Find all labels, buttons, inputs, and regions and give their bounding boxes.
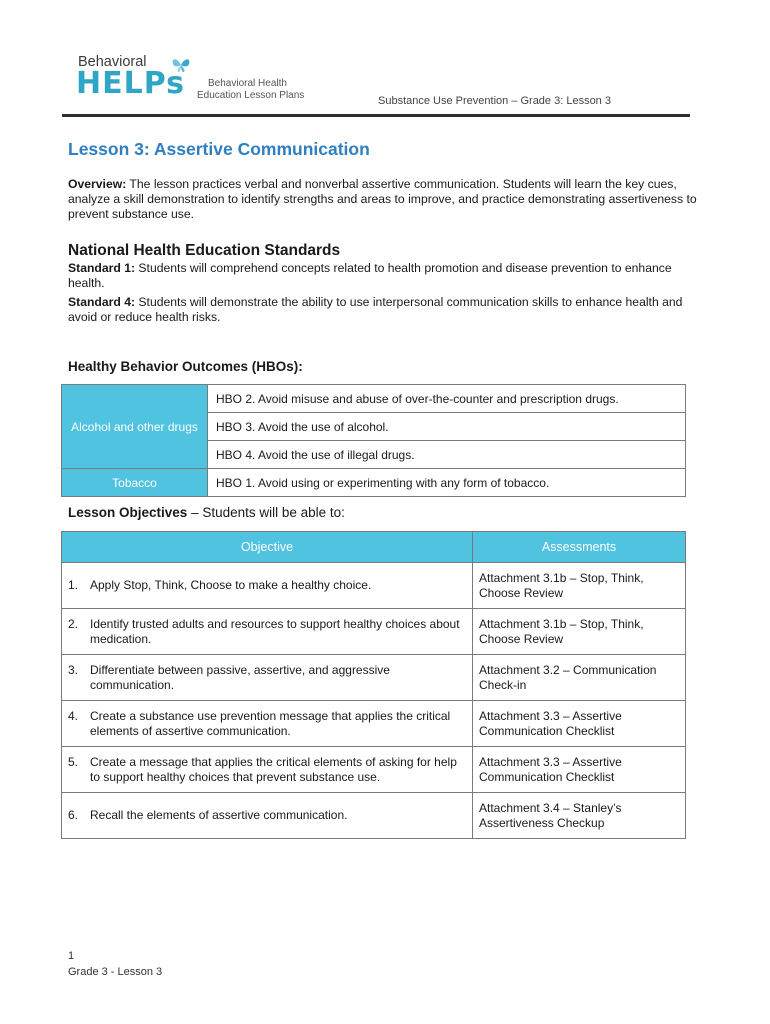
objective-text: Create a substance use prevention message that applies the critical elements of assertive communication. xyxy=(90,708,451,738)
table-row xyxy=(62,609,686,655)
objective-number: 2. xyxy=(68,616,79,631)
table-row xyxy=(62,469,686,497)
objective-number: 3. xyxy=(68,662,79,677)
overview-paragraph xyxy=(68,177,703,222)
table-row xyxy=(62,563,686,609)
assessment-cell: Attachment 3.1b – Stop, Think, Choose Review xyxy=(473,563,686,609)
logo-word-helps: HELPs xyxy=(76,66,186,101)
objectives-heading-rest: – Students will be able to: xyxy=(187,505,345,520)
standard-1 xyxy=(68,261,708,291)
hbo-cell: HBO 3. Avoid the use of alcohol. xyxy=(208,413,686,441)
logo-subtitle-line1: Behavioral Health xyxy=(208,78,287,89)
objective-number: 6. xyxy=(68,808,79,822)
logo-word-behavioral: Behavioral xyxy=(78,54,147,70)
objective-cell xyxy=(62,701,473,747)
assessment-cell: Attachment 3.3 – Assertive Communication Checklist xyxy=(473,747,686,793)
table-row xyxy=(62,701,686,747)
hbo-heading: Healthy Behavior Outcomes (HBOs): xyxy=(68,359,303,374)
assessment-cell: Attachment 3.2 – Communication Check-in xyxy=(473,655,686,701)
objective-cell xyxy=(62,655,473,701)
objectives-table xyxy=(61,531,686,839)
table-row xyxy=(62,655,686,701)
logo-subtitle-line2: Education Lesson Plans xyxy=(197,90,305,101)
column-header-assessments: Assessments xyxy=(473,532,686,563)
footer-label: Grade 3 - Lesson 3 xyxy=(68,966,163,978)
standards-heading: National Health Education Standards xyxy=(68,242,341,259)
assessment-cell: Attachment 3.3 – Assertive Communication Checklist xyxy=(473,701,686,747)
assessment-cell: Attachment 3.1b – Stop, Think, Choose Review xyxy=(473,609,686,655)
objective-text: Identify trusted adults and resources to support healthy choices about medication. xyxy=(90,616,460,646)
table-row xyxy=(62,793,686,839)
objectives-heading-bold: Lesson Objectives xyxy=(68,505,188,520)
hbo-category-tobacco: Tobacco xyxy=(62,469,208,497)
hbo-cell: HBO 1. Avoid using or experimenting with any form of tobacco. xyxy=(208,469,686,497)
objective-number: 4. xyxy=(68,708,79,723)
page-number: 1 xyxy=(68,950,75,962)
objective-number: 1. xyxy=(68,578,79,592)
header-divider xyxy=(62,114,690,117)
objective-text: Apply Stop, Think, Choose to make a healthy choice. xyxy=(90,578,372,592)
objective-text: Differentiate between passive, assertive, and aggressive communication. xyxy=(90,662,390,692)
table-row xyxy=(62,385,686,413)
hbo-cell: HBO 4. Avoid the use of illegal drugs. xyxy=(208,441,686,469)
logo xyxy=(76,54,316,104)
objectives-heading xyxy=(68,505,345,520)
standard-1-label: Standard 1: xyxy=(68,261,136,275)
standard-4-text: Students will demonstrate the ability to use interpersonal communication skills to enhance health and avoid or reduce health risks. xyxy=(68,295,683,324)
hbo-cell: HBO 2. Avoid misuse and abuse of over-the-counter and prescription drugs. xyxy=(208,385,686,413)
standard-1-text: Students will comprehend concepts related to health promotion and disease prevention to enhance health. xyxy=(68,261,672,290)
objective-text: Create a message that applies the critical elements of asking for help to support healthy choices that prevent substance use. xyxy=(90,754,457,784)
objective-cell xyxy=(62,609,473,655)
assessment-cell: Attachment 3.4 – Stanley’s Assertiveness Checkup xyxy=(473,793,686,839)
header-title: Substance Use Prevention – Grade 3: Lesson 3 xyxy=(378,95,611,107)
table-row xyxy=(62,747,686,793)
standard-4-label: Standard 4: xyxy=(68,295,136,309)
objective-cell xyxy=(62,747,473,793)
overview-text: The lesson practices verbal and nonverbal assertive communication. Students will learn the key cues, analyze a skill demonstration to identify strengths and areas to improve, and practice demonstrating assertiveness to prevent substance use. xyxy=(68,177,697,221)
hbo-category-alcohol: Alcohol and other drugs xyxy=(62,385,208,469)
table-header-row xyxy=(62,532,686,563)
objective-cell xyxy=(62,563,473,609)
objective-cell xyxy=(62,793,473,839)
standard-4 xyxy=(68,295,708,325)
hbo-table xyxy=(61,384,686,497)
objective-text: Recall the elements of assertive communication. xyxy=(90,808,348,822)
objective-number: 5. xyxy=(68,754,79,769)
column-header-objective: Objective xyxy=(62,532,473,563)
overview-label: Overview: xyxy=(68,177,127,191)
page-title: Lesson 3: Assertive Communication xyxy=(68,139,370,159)
